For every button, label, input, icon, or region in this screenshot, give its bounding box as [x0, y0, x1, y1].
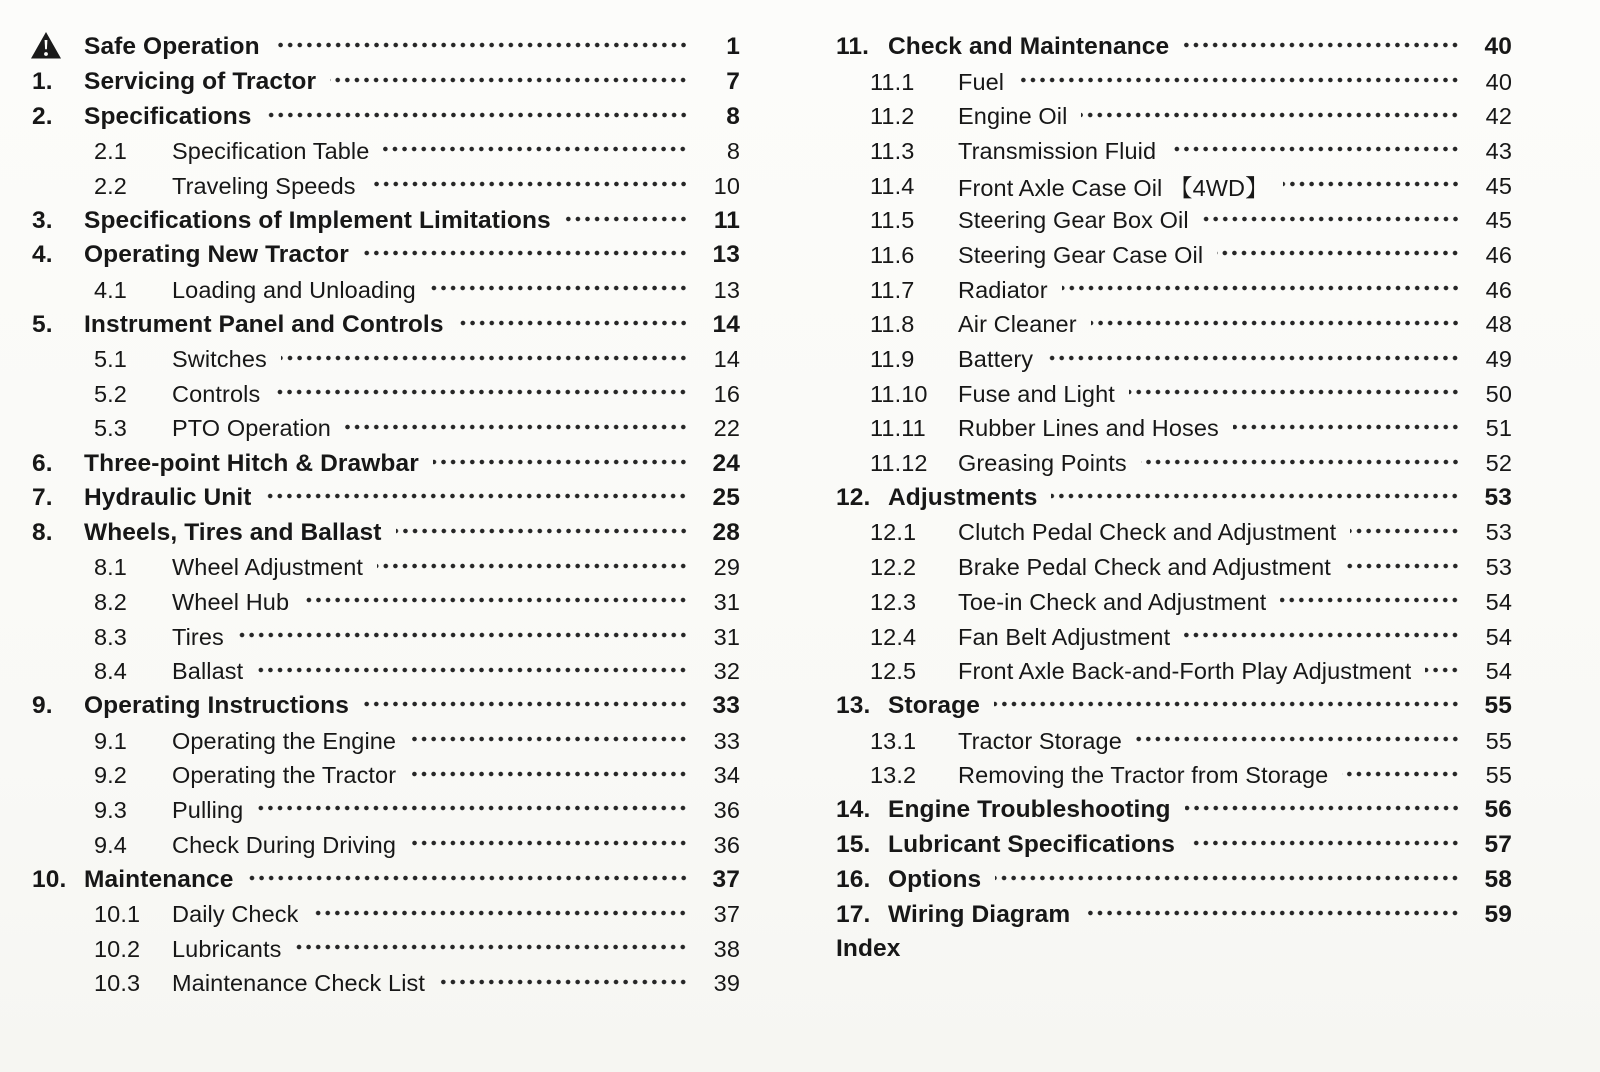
entry-title: Toe-in Check and Adjustment: [958, 588, 1267, 615]
entry-page-number: 33: [712, 692, 740, 720]
entry-page-number: 10: [713, 172, 740, 199]
entry-page-number: 24: [712, 449, 740, 477]
toc-entry: [32, 932, 740, 967]
dotted-leader: [1345, 563, 1460, 569]
toc-entry: [836, 203, 1512, 238]
entry-page-number: 50: [1485, 380, 1512, 407]
entry-number: 12.1: [870, 519, 917, 546]
entry-page-number: 37: [712, 865, 740, 893]
entry-page-number: 25: [712, 484, 740, 512]
entry-number: 5.1: [94, 346, 127, 373]
entry-title: Loading and Unloading: [172, 276, 416, 303]
entry-number: 2.1: [94, 137, 127, 164]
entry-title: Check and Maintenance: [888, 33, 1170, 61]
entry-number: 11.8: [870, 311, 915, 338]
dotted-leader: [410, 771, 688, 777]
entry-page-number: 45: [1485, 172, 1512, 199]
entry-page-number: 36: [713, 831, 740, 858]
entry-title: Brake Pedal Check and Adjustment: [958, 554, 1331, 581]
entry-number: 11.: [836, 33, 870, 61]
dotted-leader: [1350, 528, 1460, 534]
dotted-leader: [312, 910, 688, 916]
toc-entry: [32, 377, 740, 412]
dotted-leader: [383, 146, 688, 152]
dotted-leader: [995, 875, 1460, 881]
entry-title: Traveling Speeds: [172, 172, 356, 199]
entry-number: 8.1: [94, 554, 127, 581]
entry-page-number: 36: [713, 796, 740, 823]
entry-page-number: 57: [1484, 831, 1512, 859]
entry-number: 12.4: [870, 623, 917, 650]
dotted-leader: [458, 320, 688, 326]
entry-page-number: 52: [1485, 450, 1512, 477]
entry-number: 8.2: [94, 588, 127, 615]
entry-title: Operating New Tractor: [84, 241, 349, 269]
entry-number: 12.5: [870, 658, 917, 685]
entry-page-number: 38: [713, 935, 740, 962]
entry-page-number: 32: [713, 658, 740, 685]
dotted-leader: [439, 979, 688, 985]
entry-title: Maintenance: [84, 865, 234, 893]
toc-entry: [32, 550, 740, 585]
toc-entry: [836, 585, 1512, 620]
entry-page-number: 14: [712, 310, 740, 338]
entry-number: 9.4: [94, 831, 127, 858]
entry-title: Specification Table: [172, 137, 370, 164]
toc-entry: [32, 412, 740, 447]
entry-page-number: 40: [1484, 33, 1512, 61]
toc-column-right: [836, 30, 1512, 1072]
toc-entry: [32, 446, 740, 481]
entry-number: 11.1: [870, 68, 915, 95]
entry-page-number: 59: [1484, 900, 1512, 928]
toc-entry: [836, 793, 1512, 828]
entry-number: 12.3: [870, 588, 917, 615]
entry-number: 12.: [836, 484, 871, 512]
entry-page-number: 22: [713, 415, 740, 442]
entry-title: Battery: [958, 346, 1034, 373]
entry-title: Controls: [172, 380, 261, 407]
entry-title: Operating the Tractor: [172, 762, 397, 789]
dotted-leader: [238, 632, 688, 638]
entry-title: Front Axle Case Oil 【4WD】: [958, 175, 1269, 202]
toc-entry: [32, 828, 740, 863]
entry-title: Wheel Hub: [172, 588, 290, 615]
dotted-leader: [274, 389, 688, 395]
dotted-leader: [1184, 632, 1460, 638]
entry-number: 7.: [32, 484, 53, 512]
entry-page-number: 43: [1485, 137, 1512, 164]
entry-page-number: 8: [726, 137, 740, 164]
toc-entry: [32, 481, 740, 516]
entry-page-number: 1: [726, 33, 740, 61]
dotted-leader: [1018, 77, 1460, 83]
entry-title: Lubricants: [172, 935, 282, 962]
entry-title: Greasing Points: [958, 450, 1127, 477]
toc-entry: [836, 550, 1512, 585]
entry-number: 8.4: [94, 658, 127, 685]
entry-title: Ballast: [172, 658, 244, 685]
entry-page-number: 53: [1484, 484, 1512, 512]
entry-title: Three-point Hitch & Drawbar: [84, 449, 419, 477]
entry-title: Operating Instructions: [84, 692, 349, 720]
dotted-leader: [1185, 805, 1460, 811]
toc-entry: [836, 134, 1512, 169]
entry-number: 16.: [836, 865, 871, 893]
dotted-leader: [1217, 250, 1460, 256]
dotted-leader: [1136, 736, 1460, 742]
toc-entry: [32, 689, 740, 724]
entry-title: Tractor Storage: [958, 727, 1122, 754]
toc-entry: [32, 30, 740, 65]
entry-title: Clutch Pedal Check and Adjustment: [958, 519, 1337, 546]
entry-page-number: 54: [1485, 623, 1512, 650]
entry-title: Servicing of Tractor: [84, 68, 317, 96]
entry-title: Wheel Adjustment: [172, 554, 363, 581]
toc-entry: [32, 620, 740, 655]
dotted-leader: [370, 181, 688, 187]
toc-entry: [32, 203, 740, 238]
entry-title: PTO Operation: [172, 415, 331, 442]
toc-entry: [32, 793, 740, 828]
entry-number: 12.2: [870, 554, 917, 581]
toc-column-left: [32, 30, 740, 1072]
entry-title: Operating the Engine: [172, 727, 397, 754]
entry-title: Fuel: [958, 68, 1005, 95]
entry-title: Lubricant Specifications: [888, 831, 1175, 859]
entry-number: 13.: [836, 692, 871, 720]
toc-entry: [836, 342, 1512, 377]
warning-triangle-icon: [32, 33, 84, 62]
toc-entry: [836, 308, 1512, 343]
dotted-leader: [1170, 146, 1460, 152]
entry-page-number: 55: [1484, 692, 1512, 720]
entry-title: Switches: [172, 346, 267, 373]
entry-number: 17.: [836, 900, 871, 928]
toc-entry: [836, 897, 1512, 932]
entry-number: 5.3: [94, 415, 127, 442]
dotted-leader: [295, 944, 688, 950]
toc-entry: [836, 377, 1512, 412]
entry-page-number: 31: [713, 623, 740, 650]
entry-page-number: 46: [1485, 276, 1512, 303]
dotted-leader: [1129, 389, 1460, 395]
entry-page-number: 33: [713, 727, 740, 754]
entry-number: 8.: [32, 518, 53, 546]
entry-title: Air Cleaner: [958, 311, 1077, 338]
toc-entry: [32, 724, 740, 759]
dotted-leader: [430, 285, 688, 291]
entry-page-number: 56: [1484, 796, 1512, 824]
entry-title: Storage: [888, 692, 980, 720]
entry-page-number: 28: [712, 518, 740, 546]
dotted-leader: [248, 875, 689, 881]
toc-entry: [836, 654, 1512, 689]
toc-entry: [836, 99, 1512, 134]
entry-title: Hydraulic Unit: [84, 484, 252, 512]
entry-page-number: 46: [1485, 241, 1512, 268]
entry-title: Specifications of Implement Limitations: [84, 206, 551, 234]
toc-entry: [32, 967, 740, 1002]
entry-title: Specifications: [84, 102, 252, 130]
toc-entry: [32, 273, 740, 308]
entry-title: Removing the Tractor from Storage: [958, 762, 1329, 789]
toc-entry: [836, 863, 1512, 898]
entry-number: 8.3: [94, 623, 127, 650]
dotted-leader: [410, 840, 688, 846]
entry-number: 11.11: [870, 415, 926, 442]
dotted-leader: [1141, 459, 1460, 465]
toc-entry: [32, 169, 740, 204]
toc-entry: [836, 620, 1512, 655]
entry-number: 10.2: [94, 935, 141, 962]
entry-title: Daily Check: [172, 901, 299, 928]
entry-number: 9.3: [94, 796, 127, 823]
entry-page-number: 37: [713, 901, 740, 928]
toc-entry: [836, 481, 1512, 516]
entry-title: Pulling: [172, 796, 244, 823]
entry-number: 2.: [32, 102, 53, 130]
entry-page-number: 31: [713, 588, 740, 615]
toc-entry: [32, 516, 740, 551]
entry-page-number: 34: [713, 762, 740, 789]
entry-number: 10.1: [94, 901, 141, 928]
entry-page-number: 45: [1485, 207, 1512, 234]
entry-title: Maintenance Check List: [172, 970, 426, 997]
entry-number: 15.: [836, 831, 871, 859]
entry-page-number: 14: [713, 346, 740, 373]
dotted-leader: [565, 216, 688, 222]
entry-page-number: 29: [713, 554, 740, 581]
toc-entry: [836, 689, 1512, 724]
entry-title: Steering Gear Case Oil: [958, 241, 1204, 268]
entry-number: 5.: [32, 310, 53, 338]
entry-title: Options: [888, 865, 982, 893]
dotted-leader: [274, 42, 688, 48]
entry-number: 9.2: [94, 762, 127, 789]
entry-page-number: 55: [1485, 762, 1512, 789]
dotted-leader: [1233, 424, 1460, 430]
toc-entry: [836, 516, 1512, 551]
toc-entry: [32, 238, 740, 273]
entry-title: Radiator: [958, 276, 1048, 303]
entry-page-number: 53: [1485, 519, 1512, 546]
entry-number: 11.12: [870, 450, 928, 477]
dotted-leader: [1342, 771, 1460, 777]
entry-title: Steering Gear Box Oil: [958, 207, 1189, 234]
entry-page-number: 58: [1484, 865, 1512, 893]
toc-entry: [32, 897, 740, 932]
entry-title: Engine Troubleshooting: [888, 796, 1171, 824]
dotted-leader: [1051, 493, 1460, 499]
entry-number: 11.5: [870, 207, 915, 234]
entry-number: 4.: [32, 241, 53, 269]
toc-entry: [32, 99, 740, 134]
dotted-leader: [330, 77, 688, 83]
toc-entry: [32, 654, 740, 689]
entry-page-number: 42: [1485, 103, 1512, 130]
dotted-leader: [433, 459, 688, 465]
entry-number: 11.2: [870, 103, 915, 130]
toc-entry: [32, 65, 740, 100]
dotted-leader: [1081, 112, 1460, 118]
entry-page-number: 48: [1485, 311, 1512, 338]
dotted-leader: [1189, 840, 1460, 846]
entry-page-number: 54: [1485, 588, 1512, 615]
dotted-leader: [345, 424, 688, 430]
entry-page-number: 54: [1485, 658, 1512, 685]
entry-number: 6.: [32, 449, 53, 477]
entry-title: Front Axle Back-and-Forth Play Adjustment: [958, 658, 1412, 685]
entry-number: 10.3: [94, 970, 141, 997]
toc-entry: [836, 446, 1512, 481]
entry-number: 11.7: [870, 276, 915, 303]
toc-entry: [836, 238, 1512, 273]
entry-page-number: 49: [1485, 346, 1512, 373]
entry-page-number: 16: [713, 380, 740, 407]
toc-entry: [32, 134, 740, 169]
toc-entry: [836, 30, 1512, 65]
entry-number: 14.: [836, 796, 871, 824]
dotted-leader: [1425, 667, 1460, 673]
dotted-leader: [257, 805, 688, 811]
entry-page-number: 39: [713, 970, 740, 997]
toc-entry: [32, 758, 740, 793]
entry-title: Adjustments: [888, 484, 1038, 512]
entry-number: 11.3: [870, 137, 915, 164]
entry-title: Instrument Panel and Controls: [84, 310, 444, 338]
entry-title: Engine Oil: [958, 103, 1068, 130]
entry-number: 9.: [32, 692, 53, 720]
entry-page-number: 55: [1485, 727, 1512, 754]
entry-page-number: 8: [726, 102, 740, 130]
dotted-leader: [1283, 181, 1460, 187]
entry-title: Fan Belt Adjustment: [958, 623, 1171, 650]
dotted-leader: [1062, 285, 1460, 291]
entry-page-number: 13: [712, 241, 740, 269]
toc-entry: [836, 828, 1512, 863]
dotted-leader: [1047, 355, 1460, 361]
entry-title: Index: [836, 935, 901, 963]
dotted-leader: [396, 528, 688, 534]
dotted-leader: [257, 667, 688, 673]
entry-page-number: 53: [1485, 554, 1512, 581]
toc-entry: [32, 308, 740, 343]
entry-number: 13.1: [870, 727, 917, 754]
entry-title: Fuse and Light: [958, 380, 1115, 407]
dotted-leader: [1280, 597, 1460, 603]
entry-page-number: 7: [726, 68, 740, 96]
entry-number: 13.2: [870, 762, 917, 789]
dotted-leader: [303, 597, 688, 603]
dotted-leader: [1091, 320, 1460, 326]
dotted-leader: [265, 493, 688, 499]
dotted-leader: [1183, 42, 1460, 48]
entry-number: 4.1: [94, 276, 127, 303]
entry-title: Wheels, Tires and Ballast: [84, 518, 382, 546]
toc-entry: [836, 273, 1512, 308]
dotted-leader: [410, 736, 688, 742]
entry-title: Wiring Diagram: [888, 900, 1071, 928]
entry-number: 11.6: [870, 241, 915, 268]
entry-number: 3.: [32, 206, 53, 234]
dotted-leader: [377, 563, 688, 569]
entry-page-number: 13: [713, 276, 740, 303]
entry-title: Transmission Fluid: [958, 137, 1157, 164]
dotted-leader: [281, 355, 688, 361]
dotted-leader: [266, 112, 688, 118]
entry-page-number: 51: [1485, 415, 1512, 442]
toc-entry: [836, 758, 1512, 793]
toc-entry: [836, 412, 1512, 447]
toc-entry: [836, 724, 1512, 759]
dotted-leader: [363, 701, 688, 707]
entry-number: 11.4: [870, 172, 915, 199]
entry-number: 5.2: [94, 380, 127, 407]
dotted-leader: [994, 701, 1460, 707]
entry-title: Safe Operation: [84, 33, 260, 61]
entry-number: 11.9: [870, 346, 915, 373]
entry-number: 11.10: [870, 380, 928, 407]
toc-entry: [836, 169, 1512, 204]
entry-page-number: 40: [1485, 68, 1512, 95]
entry-number: 1.: [32, 68, 53, 96]
entry-title: Tires: [172, 623, 224, 650]
entry-title: Check During Driving: [172, 831, 397, 858]
toc-entry: [836, 65, 1512, 100]
toc-entry: [32, 585, 740, 620]
entry-title: Rubber Lines and Hoses: [958, 415, 1219, 442]
dotted-leader: [363, 250, 688, 256]
entry-number: 2.2: [94, 172, 127, 199]
dotted-leader: [1084, 910, 1460, 916]
entry-number: 10.: [32, 865, 67, 893]
toc-entry: [32, 863, 740, 898]
dotted-leader: [1203, 216, 1460, 222]
entry-page-number: 11: [713, 206, 740, 234]
toc-entry: [836, 932, 1512, 967]
toc-entry: [32, 342, 740, 377]
entry-number: 9.1: [94, 727, 127, 754]
